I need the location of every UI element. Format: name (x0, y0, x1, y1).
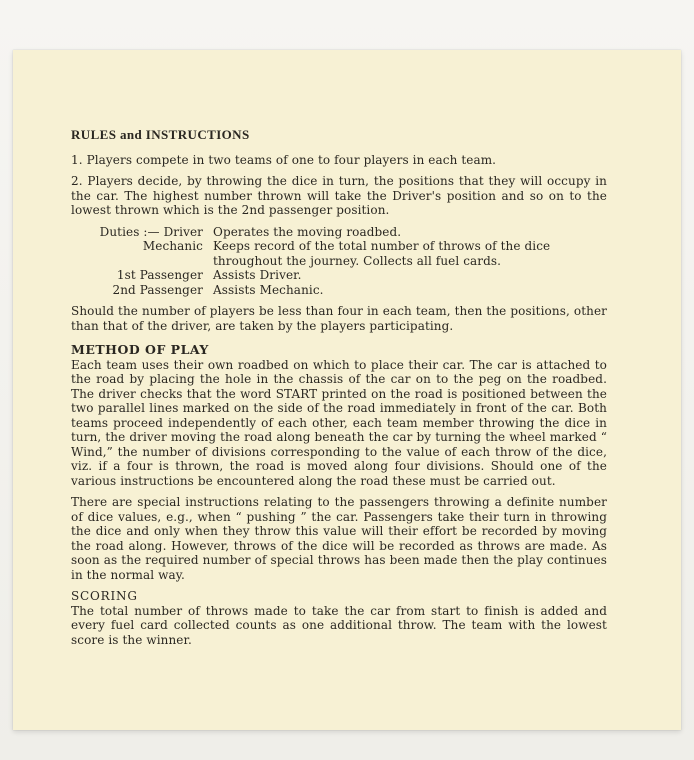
scoring-heading: SCORING (71, 589, 138, 603)
rule-1: 1. Players compete in two teams of one to four players in each team. (71, 152, 497, 167)
duty-role: Mechanic (142, 239, 203, 253)
rules-card (13, 50, 681, 730)
method-heading: METHOD OF PLAY (71, 342, 209, 357)
duty-row-2nd-passenger (71, 283, 607, 298)
method-paragraph-1: Each team uses their own roadbed on which to place their car. The car is attached to the road by placing the hole in the chassis of the car on to the peg on the roadbed. The driver checks that the word START printed on the road is positioned between the two parallel lines marked on the side of the road immediately in front of the car. Both teams proceed independently of each other, each team member throwing the dice in turn, the driver moving the road along beneath the car by turning the wheel marked “ Wind,” the number of divisions corresponding to the value of each throw of the dice, viz. if a four is thrown, the road is moved along four divisions. Should one of the various instructions be encountered along the road these must be carried out. (71, 357, 607, 488)
rule-2: 2. Players decide, by throwing the dice in turn, the positions that they will occupy in the car. The highest number thrown will take the Driver's position and so on to the lowest thrown which is the 2nd passenger position. (71, 174, 607, 217)
duty-desc: Operates the moving roadbed. (213, 224, 402, 239)
duties-list (71, 225, 607, 298)
players-note: Should the number of players be less than four in each team, then the positions, other than that of the driver, are taken by the players participating. (71, 304, 607, 333)
duty-desc: Assists Mechanic. (213, 282, 324, 297)
duty-desc: Assists Driver. (213, 268, 302, 282)
document-title: RULES and INSTRUCTIONS (71, 127, 250, 142)
scoring-text: The total number of throws made to take the car from start to finish is added and every fuel card collected counts as one additional throw. The team with the lowest score is the winner. (71, 603, 607, 647)
duty-row-1st-passenger (71, 268, 607, 283)
duty-role: 1st Passenger (116, 268, 203, 282)
duty-desc: Keeps record of the total number of throws of the dice throughout the journey. Collects all fuel cards. (213, 239, 551, 268)
method-paragraph-2: There are special instructions relating to the passengers throwing a definite number of dice values, e.g., when “ pushing ” the car. Passengers take their turn in throwing the dice and only when they throw this value will their effort be recorded by moving the road along. However, throws of the dice will be recorded as throws are made. As soon as the required number of special throws has been made then the play continues in the normal way. (71, 495, 607, 582)
rules-content (71, 128, 607, 654)
duties-prefix: Duties :— (99, 224, 160, 239)
duty-row-mechanic (71, 239, 607, 268)
duty-row-driver (71, 225, 607, 240)
duty-role-cell (71, 225, 213, 240)
duty-role: 2nd Passenger (112, 282, 203, 297)
duty-role: Driver (163, 224, 203, 239)
